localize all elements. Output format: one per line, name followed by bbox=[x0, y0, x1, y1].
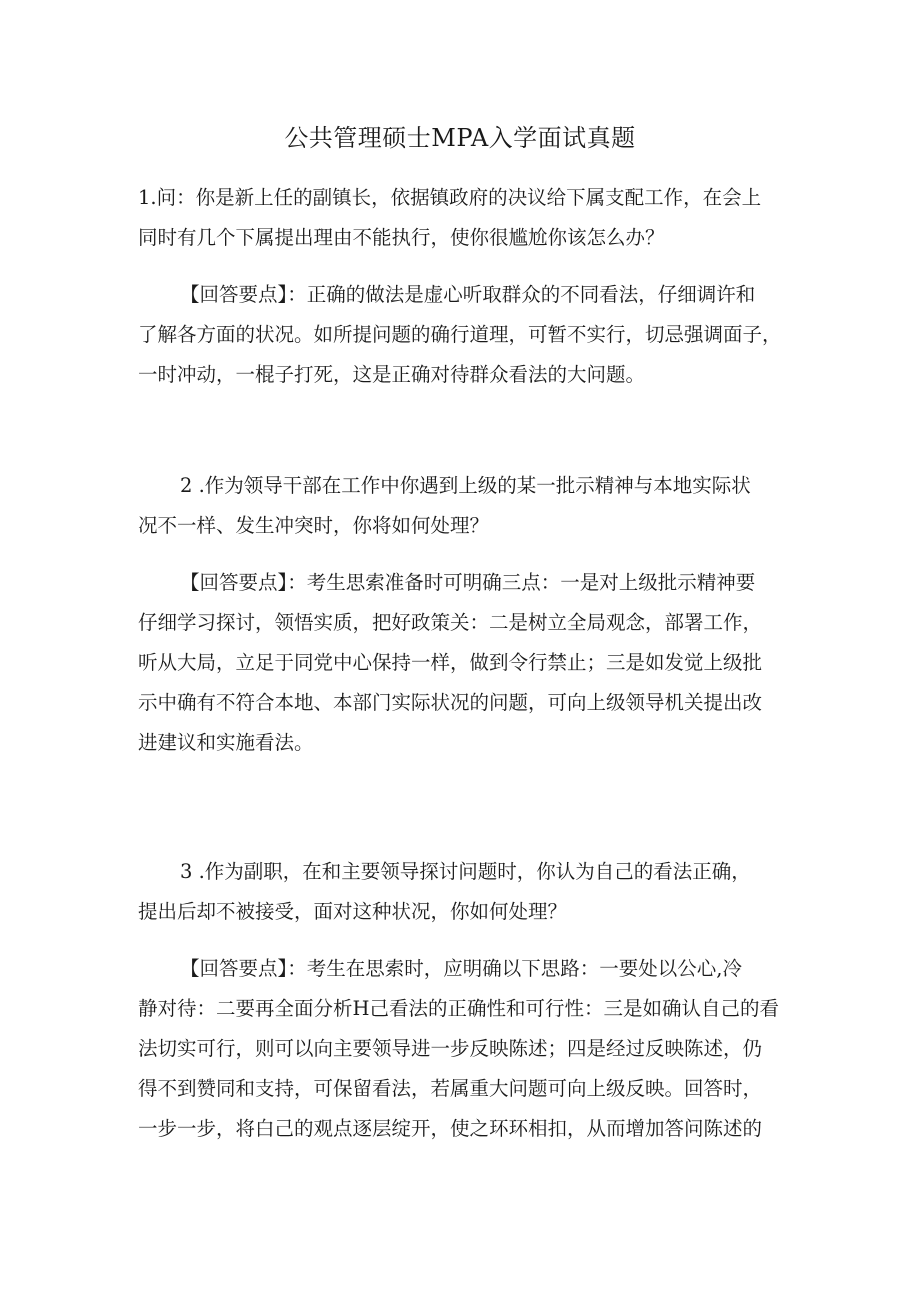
answer-2-line-3: 听从大局，立足于同党中心保持一样，做到令行禁止；三是如发觉上级批 bbox=[138, 651, 763, 674]
question-2-line-2: 况不一样、发生冲突时，你将如何处理？ bbox=[138, 514, 490, 537]
question-2 bbox=[138, 466, 788, 546]
answer-2-line-1: 【回答要点】：考生思索准备时可明确三点：一是对上级批示精神要 bbox=[180, 571, 756, 594]
question-1-line-2: 同时有几个下属提出理由不能执行，使你很尴尬你该怎么办？ bbox=[138, 226, 665, 249]
answer-1-line-1: 【回答要点】：正确的做法是虚心听取群众的不同看法，仔细调许和 bbox=[180, 283, 756, 306]
answer-2 bbox=[138, 563, 788, 763]
question-2-line-1: 2 .作为领导干部在工作中你遇到上级的某一批示精神与本地实际状 bbox=[180, 474, 751, 497]
answer-1-line-3: 一时冲动，一棍子打死，这是正确对待群众看法的大问题。 bbox=[138, 363, 646, 386]
answer-3-line-1: 【回答要点】：考生在思索时，应明确以下思路：一要处以公心,冷 bbox=[180, 957, 742, 980]
answer-3 bbox=[138, 949, 788, 1149]
answer-3-line-5: 一步一步，将白己的观点逐层绽开，使之环环相扣，从而增加答问陈述的 bbox=[138, 1117, 763, 1140]
question-3-line-2: 提出后却不被接受，面对这种状况，你如何处理？ bbox=[138, 900, 568, 923]
answer-1 bbox=[138, 275, 788, 395]
answer-3-line-3: 法切实可行，则可以向主要领导进一步反映陈述；四是经过反映陈述，仍 bbox=[138, 1037, 763, 1060]
answer-2-line-4: 示中确有不符合本地、本部门实际状况的问题，可向上级领导机关提出改 bbox=[138, 691, 763, 714]
page-title: 公共管理硕士MPA入学面试真题 bbox=[284, 124, 636, 152]
question-3-line-1: 3 .作为副职，在和主要领导探讨问题时，你认为自己的看法正确， bbox=[180, 860, 751, 883]
question-1-line-1: 1.问：你是新上任的副镇长，依据镇政府的决议给下属支配工作，在会上 bbox=[138, 186, 762, 209]
answer-2-line-2: 仔细学习探讨，领悟实质，把好政策关：二是树立全局观念，部署工作， bbox=[138, 611, 763, 634]
answer-3-line-2: 静对待：二要再全面分析H己看法的正确性和可行性：三是如确认自己的看 bbox=[138, 997, 780, 1020]
answer-3-line-4: 得不到赞同和支持，可保留看法，若属重大问题可向上级反映。回答时， bbox=[138, 1077, 763, 1100]
answer-1-line-2: 了解各方面的状况。如所提问题的确行道理，可暂不实行，切忌强调面子， bbox=[138, 323, 782, 346]
question-3 bbox=[138, 852, 788, 932]
answer-2-line-5: 进建议和实施看法。 bbox=[138, 731, 314, 754]
question-1 bbox=[138, 178, 788, 258]
